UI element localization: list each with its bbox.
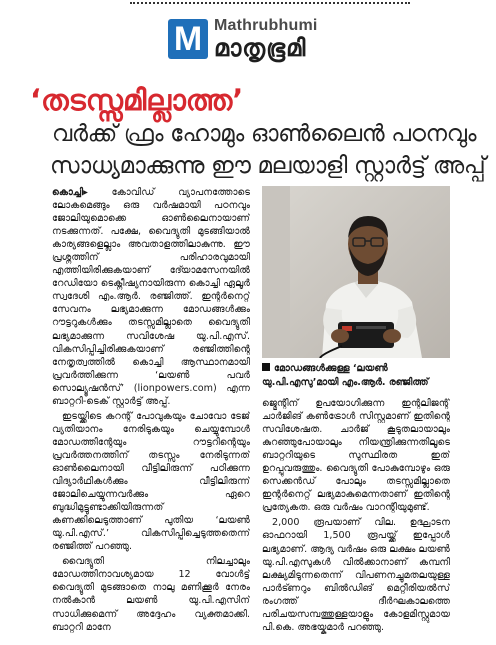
caption-marker-icon [262, 363, 270, 371]
paragraph-1: കോവിഡ് വ്യാപനത്തോടെ ലോകമെങ്ങും ഒരു വർഷമായി പഠനവും ജോലിയുമൊക്കെ ഓൺലൈനായാണ് നടക്കുന്നത്. പക്ഷേ, വൈദ്യുതി മുടങ്ങിയാൽ കാര്യങ്ങളെല്ലാം അവതാളത്തിലാകുന്നു. ഈ പ്രശ്നത്തിന് പരിഹാരവുമായി എത്തിയിരിക്കുകയാണ് ദേ്യാമസേനയിൽ റേഡിയോ ടെക്നീഷ്യനായിരുന്ന കൊച്ചി ഏലൂർ സ്വദേശി എം.ആർ. രഞ്ജിത്ത്. ഇന്റർനെറ്റ് സേവനം ലഭ്യമാക്കുന്ന മോഡങ്ങൾക്കും റൗട്ടറുകൾക്കും തടസ്സമില്ലാതെ വൈദ്യുതി ലഭ്യമാക്കുന്ന സവിശേഷ യു.പി.എസ്. വികസിപ്പിച്ചിരിക്കുകയാണ് രഞ്ജിത്തിന്റെ നേതൃത്വത്തിൽ കൊച്ചി ആസ്ഥാനമായി പ്രവർത്തിക്കുന്ന ‘ലയൺ പവർ സൊല്യൂഷൻസ്’ (lionpowers.com) എന്ന ബാറ്ററി-ടെക് സ്റ്റാർട്ട് അപ്പ്. [52, 187, 250, 407]
masthead-text [214, 18, 318, 60]
article-kicker: ‘തടസ്സമില്ലാത്ത’ [30, 83, 244, 117]
headline-line-1: വർക്ക് ഫ്രം ഹോമും ഓൺലൈൻ പഠനവും [52, 121, 477, 147]
masthead-name-malayalam: മാതൃഭൂമി [214, 34, 307, 62]
mathrubhumi-logo-icon: M [168, 19, 208, 59]
masthead-name-english: Mathrubhumi [214, 17, 318, 34]
paragraph-4: ജ്മെന്റിന് ഉപയോഗിക്കുന്ന ഇന്റലിജന്റ് ചാർജിങ് കൺട്രോൾ സിസ്റ്റമാണ് ഇതിന്റെ സവിശേഷത. ചാർജ് കൂടുതലായാലും കുറഞ്ഞുപോയാലും നിയന്ത്രിക്കുന്നതിലൂടെ ബാറ്ററിയുടെ സുസ്ഥിരത ഇത് ഉറപ്പുവരുത്തും. വൈദ്യുതി പോകുമ്പോഴും ഒരു സെക്കൻഡ് പോലും തടസ്സമില്ലാതെ ഇന്റർനെറ്റ് ലഭ്യമാകുമെന്നതാണ് ഇതിന്റെ പ്രത്യേകത. ഒരു വർഷം വാറന്റിയുമുണ്ട്. [262, 398, 450, 514]
article-column-left [52, 186, 250, 641]
paragraph-5: 2,000 രൂപയാണ് വില. ഉദ്ഘാടന ഓഫറായി 1,500 രൂപയ്ക്ക് ഇപ്പോൾ ലഭ്യമാണ്. ആദ്യ വർഷം ഒരു ലക്ഷം ലയൺ യു.പി.എസുകൾ വിൽക്കാനാണ് കമ്പനി ലക്ഷ്യമിടുന്നതെന്ന് വിപണനച്ചുമതലയുള്ള പാർട്ണറും ബിൽഡിങ് മെറ്റീരിയൽസ് രംഗത്ത് ദീർഘകാലത്തെ പരിചയസമ്പത്തുള്ളയാളും കോളമിസ്റ്റുമായ പി.കെ. അഭയ്കുമാർ പറഞ്ഞു. [262, 517, 450, 633]
article-photo [262, 186, 450, 358]
person-photo-icon [262, 186, 450, 358]
article-column-right [262, 397, 450, 641]
headline-line-2: സാധ്യമാക്കുന്നു ഈ മലയാളി സ്റ്റാർട്ട് അപ്പ് [50, 153, 486, 179]
masthead [168, 13, 318, 65]
photo-caption-text: മോഡങ്ങൾക്കുള്ള ‘ലയൺ യു.പി.എസു’മായി എം.ആർ. രഞ്ജിത്ത് [262, 363, 429, 388]
paragraph-2: ഇടയ്ക്കിടെ കറന്റ് പോവുകയും ചോവോ ടേജ് വ്യതിയാനം നേരിടുകയും ചെയ്യുമ്പോൾ മോഡത്തിന്റേയും റൗട്ടറിന്റെയും പ്രവർത്തനത്തിന് തടസ്സം നേരിടുന്നത് ഓൺലൈനായി വീട്ടിലിരുന്ന് പഠിക്കുന്ന വിദ്യാർഥികൾക്കും വീട്ടിലിരുന്ന് ജോലിചെയ്യുന്നവർക്കും ഏറെ ബുദ്ധിമുട്ടുണ്ടാക്കിയിരുന്നത് കണക്കിലെടുത്താണ് പുതിയ ‘ലയൺ യു.പി.എസ്.’ വികസിപ്പിച്ചെടുത്തതെന്ന് രഞ്ജിത്ത് പറഞ്ഞു. [52, 410, 250, 553]
clipping-edge [120, 0, 420, 6]
dateline-marker: ▸ [83, 187, 112, 198]
dateline: കൊച്ചി [52, 187, 84, 198]
photo-caption [262, 362, 452, 390]
paragraph-3: വൈദ്യുതി നിലച്ചാലും മോഡത്തിനാവശ്യമായ 12 വോൾട്ട് വൈദ്യുതി മുടങ്ങാതെ നാലു മണിക്കൂർ നേരം നൽകാൻ ലയൺ യു.പി.എസിന് സാധിക്കുമെന്ന് അദ്ദേഹം വ്യക്തമാക്കി. ബാറ്ററി മാനേ [52, 556, 250, 633]
